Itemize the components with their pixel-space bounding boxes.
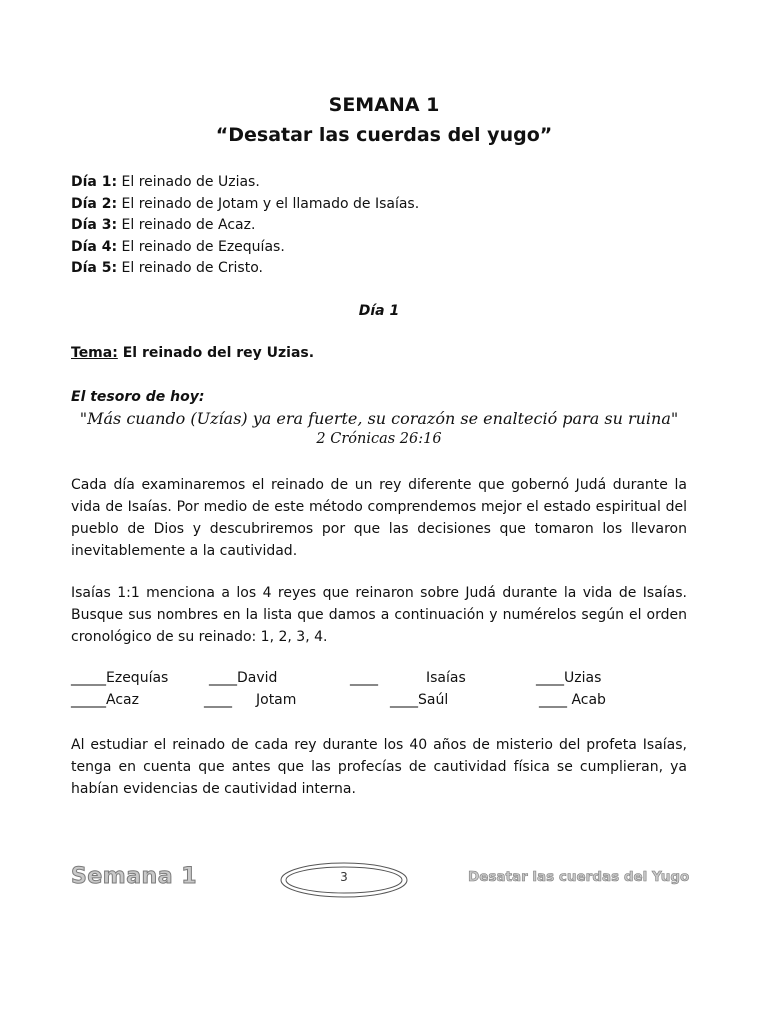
day-label: Día 3: (71, 217, 118, 233)
kings-list (71, 670, 691, 714)
day-label: Día 5: (71, 260, 118, 276)
name-blank: ____Saúl (390, 692, 449, 708)
document-subtitle: “Desatar las cuerdas del yugo” (215, 124, 553, 146)
day-label: Día 2: (71, 195, 118, 212)
day-text: El reinado de Cristo. (117, 260, 263, 276)
day-text: El reinado de Ezequías. (117, 238, 285, 255)
footer-week: Semana 1 (71, 864, 198, 889)
name-blank: Jotam (256, 692, 297, 708)
paragraph-closing: Al estudiar el reinado de cada rey durante los 40 años de misterio del profeta Isaías, tenga en cuenta que antes que las profecías de cautividad física se cumplieran, ya habían evidencias de cautividad interna. (71, 737, 687, 797)
day-item (71, 194, 419, 216)
day-text: El reinado de Acaz. (117, 217, 256, 233)
tesoro-label: El tesoro de hoy: (71, 389, 205, 405)
name-blank: ____Uzias (536, 670, 602, 686)
scripture-reference: 2 Crónicas 26:16 (316, 431, 442, 447)
day-item (71, 258, 419, 280)
paragraph-instructions: Isaías 1:1 menciona a los 4 reyes que reinaron sobre Judá durante la vida de Isaías. Busque sus nombres en la lista que damos a continuación y numérelos según el orden cronológico de su reinado: 1, 2, 3, 4. (71, 585, 687, 645)
name-blank: ____ (350, 670, 378, 686)
day-text: El reinado de Uzias. (117, 174, 260, 190)
name-blank: ____David (209, 670, 278, 686)
day-label: Día 4: (71, 238, 118, 255)
name-blank: ____ Acab (539, 692, 606, 708)
day-item (71, 237, 419, 259)
week-title: SEMANA 1 (328, 94, 440, 116)
day-text: El reinado de Jotam y el llamado de Isaías. (117, 195, 420, 212)
tema-line (71, 345, 314, 361)
footer-title: Desatar las cuerdas del Yugo (468, 869, 690, 885)
name-blank: Isaías (426, 670, 466, 686)
name-blank: _____Acaz (71, 692, 139, 708)
paragraph-intro: Cada día examinaremos el reinado de un rey diferente que gobernó Judá durante la vida de Isaías. Por medio de este método comprendemos mejor el estado espiritual del pueblo de Dios y descubriremos por que las decisiones que tomaron los llevaron inevitablemente a la cautividad. (71, 477, 687, 559)
scripture-quote: "Más cuando (Uzías) ya era fuerte, su corazón se enalteció para su ruina" (79, 409, 679, 428)
name-blank: _____Ezequías (71, 670, 169, 686)
day-list (71, 172, 419, 280)
day-item (71, 172, 419, 194)
day-item (71, 215, 419, 237)
tema-value: El reinado del rey Uzias. (117, 345, 315, 361)
page-number: 3 (340, 870, 348, 884)
day-heading: Día 1 (358, 303, 400, 319)
tema-label: Tema: (71, 345, 118, 361)
name-blank: ____ (204, 692, 232, 708)
day-label: Día 1: (71, 174, 118, 190)
